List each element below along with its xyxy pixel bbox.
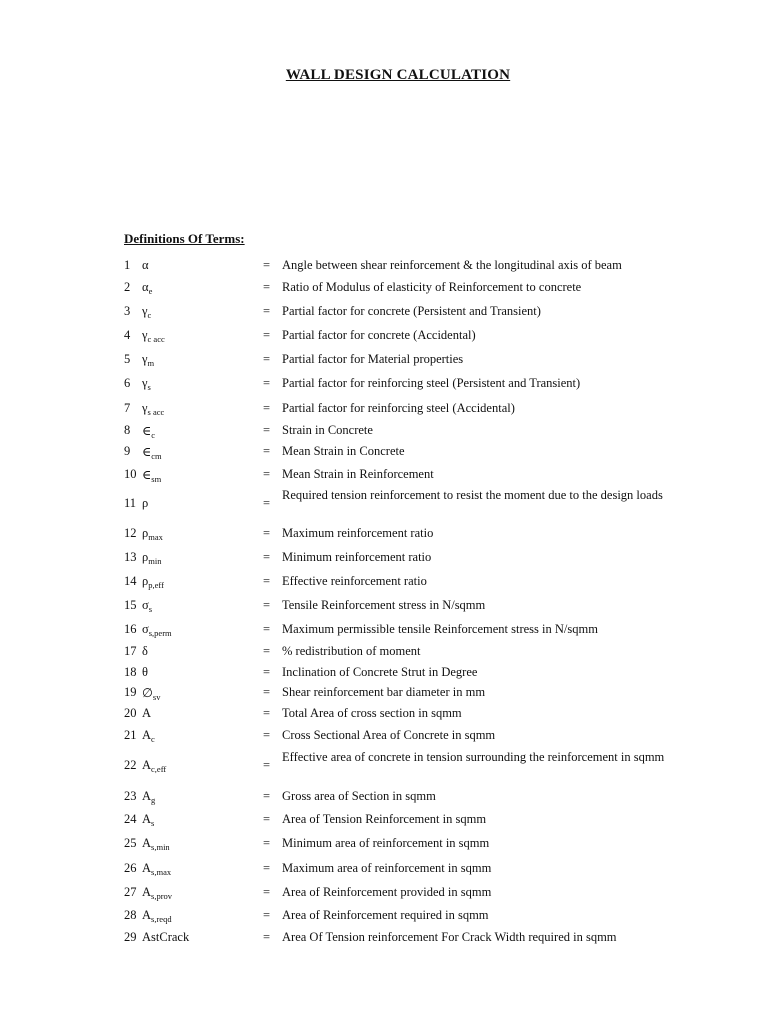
term-description: Tensile Reinforcement stress in N/sqmm [282,598,486,612]
equals-sign: = [263,550,271,564]
term-symbol-main: γ [142,352,148,366]
term-symbol [142,550,161,566]
term-symbol [142,861,171,877]
term-symbol-main: A [142,861,152,875]
term-number: 18 [124,665,137,679]
equals-sign: = [263,622,271,636]
equals-sign: = [263,644,271,658]
term-symbol-subscript: s,reqd [151,914,172,924]
term-symbol-main: σ [142,598,149,612]
term-symbol-main: γ [142,328,148,342]
term-symbol-main: A [142,706,152,720]
term-number: 4 [124,328,131,342]
term-description: Cross Sectional Area of Concrete in sqmm [282,728,496,742]
term-description: Ratio of Modulus of elasticity of Reinforcement to concrete [282,280,582,294]
term-symbol [142,280,152,296]
term-description: Partial factor for reinforcing steel (Accidental) [282,401,515,415]
term-number: 22 [124,758,137,772]
equals-sign: = [263,789,271,803]
term-symbol [142,574,164,590]
term-number: 29 [124,930,137,944]
equals-sign: = [263,467,271,481]
term-number: 10 [124,467,137,481]
term-number: 3 [124,304,131,318]
equals-sign: = [263,706,271,720]
term-symbol-main: ∈ [142,468,152,482]
term-description: Partial factor for Material properties [282,352,464,366]
term-number: 25 [124,836,137,850]
term-symbol-subscript: sv [152,692,161,702]
term-symbol-subscript: max [148,532,163,542]
term-symbol-subscript: s [147,382,151,392]
term-symbol-subscript: c [151,734,155,744]
term-description: Minimum area of reinforcement in sqmm [282,836,490,850]
term-description: Area of Reinforcement required in sqmm [282,908,489,922]
term-symbol [142,812,154,828]
term-description: Area of Reinforcement provided in sqmm [282,885,492,899]
term-symbol-subscript: s [148,604,153,614]
term-number: 2 [124,280,131,294]
term-symbol-subscript: c acc [147,334,165,344]
term-description: Partial factor for concrete (Accidental) [282,328,476,342]
term-symbol [142,304,151,320]
term-symbol [142,376,151,392]
term-number: 12 [124,526,137,540]
term-symbol [142,836,170,852]
term-number: 8 [124,423,131,437]
equals-sign: = [263,526,271,540]
term-symbol [142,644,148,659]
term-description: Mean Strain in Reinforcement [282,467,434,481]
term-symbol-subscript: cm [151,451,162,461]
equals-sign: = [263,665,271,679]
equals-sign: = [263,861,271,875]
equals-sign: = [263,280,271,294]
term-number: 16 [124,622,137,636]
term-symbol [142,758,166,774]
term-symbol-main: δ [142,644,148,658]
equals-sign: = [263,930,271,944]
term-symbol-subscript: c,eff [151,764,167,774]
term-number: 21 [124,728,137,742]
term-symbol-subscript: s,max [151,867,172,877]
term-number: 5 [124,352,131,366]
term-symbol [142,352,154,368]
term-symbol [142,526,163,542]
equals-sign: = [263,376,271,390]
term-symbol-main: γ [142,401,148,415]
term-description: Inclination of Concrete Strut in Degree [282,665,478,679]
term-description: Minimum reinforcement ratio [282,550,432,564]
term-number: 1 [124,258,131,272]
term-symbol [142,598,152,614]
term-description: Maximum area of reinforcement in sqmm [282,861,492,875]
term-symbol-main: ρ [142,496,149,510]
term-number: 26 [124,861,137,875]
equals-sign: = [263,836,271,850]
term-description: Effective reinforcement ratio [282,574,427,588]
term-number: 24 [124,812,137,826]
term-number: 15 [124,598,137,612]
equals-sign: = [263,352,271,366]
equals-sign: = [263,423,271,437]
term-description: Total Area of cross section in sqmm [282,706,462,720]
term-symbol-main: γ [142,304,148,318]
term-symbol-subscript: m [147,358,155,368]
term-symbol-main: A [142,836,152,850]
equals-sign: = [263,908,271,922]
term-number: 27 [124,885,137,899]
term-number: 9 [124,444,131,458]
term-description: Mean Strain in Concrete [282,444,405,458]
term-symbol-subscript: p,eff [148,580,164,590]
equals-sign: = [263,812,271,826]
equals-sign: = [263,885,271,899]
equals-sign: = [263,444,271,458]
term-symbol-main: AstCrack [142,930,190,944]
term-symbol [142,467,161,484]
term-number: 23 [124,789,137,803]
term-symbol-subscript: g [151,795,156,805]
term-description: Maximum permissible tensile Reinforcement stress in N/sqmm [282,622,598,636]
term-description: Maximum reinforcement ratio [282,526,434,540]
term-description: Angle between shear reinforcement & the longitudinal axis of beam [282,258,622,272]
term-symbol [142,706,151,721]
term-symbol-subscript: c [147,310,152,320]
term-number: 17 [124,644,137,658]
definitions-heading: Definitions Of Terms: [124,231,245,246]
term-description: Area of Tension Reinforcement in sqmm [282,812,487,826]
term-description: Partial factor for concrete (Persistent and Transient) [282,304,541,318]
term-symbol [142,328,165,344]
equals-sign: = [263,728,271,742]
equals-sign: = [263,496,271,510]
term-symbol [142,728,155,744]
equals-sign: = [263,401,271,415]
equals-sign: = [263,328,271,342]
term-symbol-main: A [142,758,152,772]
term-number: 13 [124,550,137,564]
term-symbol-main: A [142,908,152,922]
term-symbol-main: A [142,728,152,742]
term-description: % redistribution of moment [282,644,421,658]
term-symbol [142,885,172,901]
term-symbol [142,423,155,440]
term-symbol-subscript: s,perm [148,628,172,638]
term-number: 11 [124,496,137,510]
term-number: 6 [124,376,131,390]
term-description: Partial factor for reinforcing steel (Persistent and Transient) [282,376,581,390]
term-description: Required tension reinforcement to resist the moment due to the design loads [282,488,663,502]
equals-sign: = [263,304,271,318]
term-number: 20 [124,706,137,720]
equals-sign: = [263,598,271,612]
term-description: Effective area of concrete in tension surrounding the reinforcement in sqmm [282,750,665,764]
equals-sign: = [263,685,271,699]
term-symbol-main: ∈ [142,445,152,459]
term-number: 7 [124,401,131,415]
term-symbol-main: ρ [142,574,149,588]
term-symbol-subscript: min [148,556,162,566]
term-symbol-main: ρ [142,526,149,540]
document-title: WALL DESIGN CALCULATION [285,67,511,83]
term-symbol-main: ∈ [142,424,152,438]
term-symbol-main: θ [142,665,148,679]
term-symbol-subscript: s,prov [151,891,173,901]
equals-sign: = [263,574,271,588]
term-description: Strain in Concrete [282,423,373,437]
term-description: Gross area of Section in sqmm [282,789,436,803]
term-symbol [142,444,162,461]
equals-sign: = [263,258,271,272]
term-symbol-main: σ [142,622,149,636]
term-symbol-main: A [142,812,152,826]
term-symbol-main: α [142,280,149,294]
term-symbol [142,665,148,680]
term-number: 14 [124,574,137,588]
term-symbol-subscript: e [148,286,153,296]
term-symbol-main: γ [142,376,148,390]
term-symbol [142,930,189,945]
term-symbol-subscript: s,min [151,842,170,852]
term-description: Area Of Tension reinforcement For Crack Width required in sqmm [282,930,617,944]
term-symbol [142,685,160,702]
term-symbol-subscript: c [151,430,156,440]
term-symbol-main: ρ [142,550,149,564]
term-description: Shear reinforcement bar diameter in mm [282,685,486,699]
term-symbol [142,496,148,511]
term-number: 19 [124,685,137,699]
term-symbol-main: A [142,789,152,803]
equals-sign: = [263,758,271,772]
term-symbol-subscript: s acc [147,407,165,417]
term-symbol [142,622,172,638]
term-symbol-main: ∅ [142,686,153,700]
term-symbol [142,908,172,924]
term-symbol [142,789,155,805]
term-symbol-subscript: s [151,818,155,828]
term-symbol [142,258,149,273]
term-symbol-subscript: sm [151,474,162,484]
term-symbol [142,401,164,417]
term-symbol-main: A [142,885,152,899]
term-number: 28 [124,908,137,922]
term-symbol-main: α [142,258,149,272]
